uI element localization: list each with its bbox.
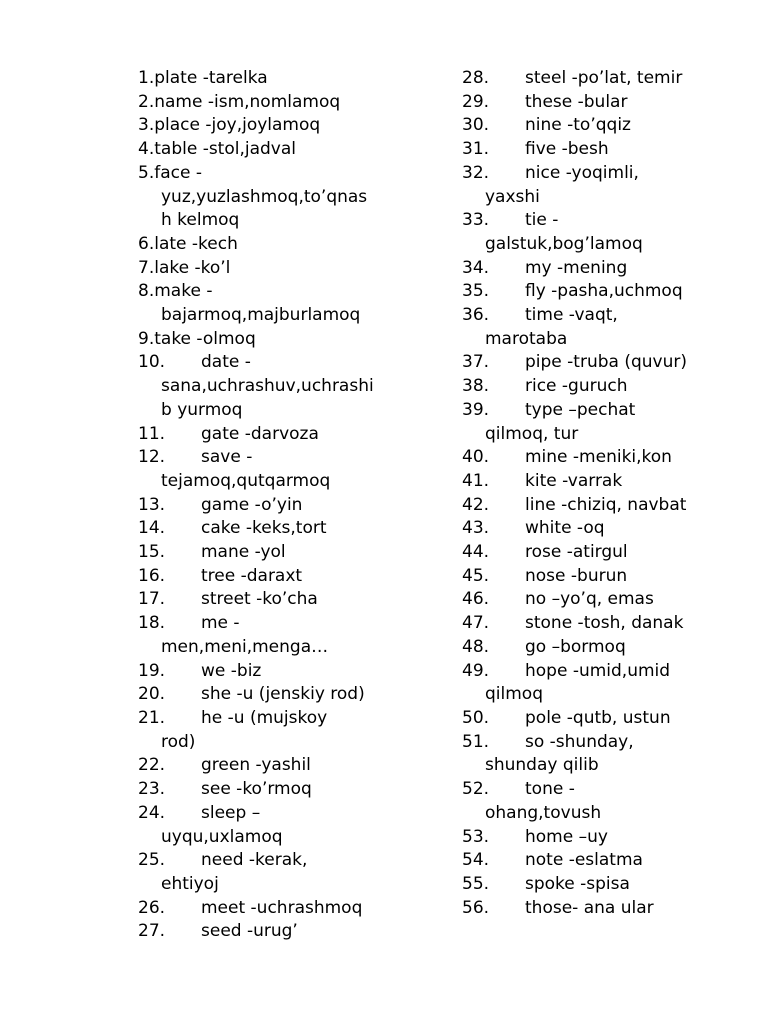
entry-text: he -u (mujskoy bbox=[201, 707, 328, 728]
entry-number: 1. bbox=[138, 68, 155, 88]
entry-text: line -chiziq, navbat bbox=[525, 494, 687, 515]
entry-number: 55. bbox=[462, 873, 490, 894]
entry-text: so -shunday, bbox=[525, 731, 634, 752]
entry-text: my -mening bbox=[525, 257, 628, 278]
entry-number: 44. bbox=[462, 542, 490, 563]
vocab-entry bbox=[138, 351, 448, 422]
entry-continuation: yuz,yuzlashmoq,to’qnas bbox=[161, 186, 368, 207]
vocab-entry bbox=[462, 138, 762, 162]
entry-text: lake -ko’l bbox=[154, 257, 231, 278]
entry-number: 26. bbox=[138, 897, 166, 918]
entry-text: late -kech bbox=[154, 233, 238, 254]
entry-text: mine -meniki,kon bbox=[525, 447, 672, 468]
entry-number: 42. bbox=[462, 494, 490, 515]
entry-continuation: qilmoq bbox=[485, 684, 543, 705]
vocab-entry bbox=[462, 67, 762, 91]
vocab-entry bbox=[462, 517, 762, 541]
entry-continuation: h kelmoq bbox=[161, 210, 240, 231]
entry-continuation: bajarmoq,majburlamoq bbox=[161, 305, 361, 326]
entry-number: 24. bbox=[138, 802, 166, 823]
entry-text: type –pechat bbox=[525, 399, 636, 420]
entry-text: nice -yoqimli, bbox=[525, 162, 639, 183]
entry-number: 36. bbox=[462, 305, 490, 326]
entry-number: 27. bbox=[138, 921, 166, 942]
entry-number: 38. bbox=[462, 376, 490, 397]
entry-text: rice -guruch bbox=[525, 376, 628, 397]
entry-number: 46. bbox=[462, 589, 490, 610]
vocab-entry bbox=[138, 257, 448, 281]
entry-number: 2. bbox=[138, 91, 155, 112]
entry-number: 31. bbox=[462, 139, 490, 160]
entry-number: 53. bbox=[462, 826, 490, 847]
vocab-entry bbox=[138, 162, 448, 233]
entry-text: sleep – bbox=[201, 802, 261, 823]
vocab-entry bbox=[462, 375, 762, 399]
vocab-entry bbox=[138, 849, 448, 896]
vocab-entry bbox=[462, 731, 762, 778]
entry-number: 50. bbox=[462, 707, 490, 728]
entry-continuation: b yurmoq bbox=[161, 399, 243, 420]
entry-number: 8. bbox=[138, 281, 155, 302]
entry-text: pole -qutb, ustun bbox=[525, 707, 671, 728]
entry-text: save - bbox=[201, 447, 253, 468]
entry-text: no –yo’q, emas bbox=[525, 589, 654, 610]
entry-text: meet -uchrashmoq bbox=[201, 897, 363, 918]
vocab-entry bbox=[462, 494, 762, 518]
vocab-entry bbox=[462, 91, 762, 115]
entry-text: home –uy bbox=[525, 826, 608, 847]
entry-continuation: men,meni,menga… bbox=[161, 636, 329, 657]
vocab-entry bbox=[462, 209, 762, 256]
entry-continuation: tejamoq,qutqarmoq bbox=[161, 470, 331, 491]
entry-number: 20. bbox=[138, 684, 166, 705]
entry-text: pipe -truba (quvur) bbox=[525, 352, 687, 373]
entry-number: 11. bbox=[138, 423, 166, 444]
vocab-entry bbox=[462, 707, 762, 731]
entry-number: 43. bbox=[462, 518, 490, 539]
entry-text: me - bbox=[201, 613, 240, 634]
entry-continuation: sana,uchrashuv,uchrashi bbox=[161, 376, 374, 397]
entry-text: street -ko’cha bbox=[201, 589, 318, 610]
vocab-entry bbox=[138, 778, 448, 802]
entry-text: place -joy,joylamoq bbox=[154, 115, 321, 136]
entry-number: 54. bbox=[462, 850, 490, 871]
entry-number: 3. bbox=[138, 115, 155, 136]
left-vocabulary-column bbox=[138, 67, 448, 944]
entry-text: note -eslatma bbox=[525, 850, 643, 871]
vocab-entry bbox=[138, 67, 448, 91]
entry-text: seed -urug’ bbox=[201, 921, 298, 942]
entry-text: steel -po’lat, temir bbox=[525, 68, 683, 88]
entry-number: 16. bbox=[138, 565, 166, 586]
vocab-entry bbox=[138, 138, 448, 162]
entry-number: 28. bbox=[462, 68, 490, 88]
entry-number: 12. bbox=[138, 447, 166, 468]
entry-text: spoke -spisa bbox=[525, 873, 630, 894]
entry-number: 35. bbox=[462, 281, 490, 302]
entry-number: 56. bbox=[462, 897, 490, 918]
vocab-entry bbox=[138, 920, 448, 944]
entry-continuation: shunday qilib bbox=[485, 755, 599, 776]
entry-text: tone - bbox=[525, 779, 575, 800]
entry-continuation: marotaba bbox=[485, 328, 568, 349]
entry-continuation: rod) bbox=[161, 731, 196, 752]
vocab-entry bbox=[138, 114, 448, 138]
entry-number: 5. bbox=[138, 162, 155, 183]
entry-text: need -kerak, bbox=[201, 850, 308, 871]
entry-text: take -olmoq bbox=[154, 328, 256, 349]
entry-text: make - bbox=[154, 281, 213, 302]
vocab-entry bbox=[138, 446, 448, 493]
entry-number: 17. bbox=[138, 589, 166, 610]
vocab-entry bbox=[462, 826, 762, 850]
entry-text: green -yashil bbox=[201, 755, 311, 776]
entry-number: 45. bbox=[462, 565, 490, 586]
entry-number: 40. bbox=[462, 447, 490, 468]
entry-number: 10. bbox=[138, 352, 166, 373]
entry-text: go –bormoq bbox=[525, 636, 626, 657]
entry-text: nose -burun bbox=[525, 565, 628, 586]
entry-number: 39. bbox=[462, 399, 490, 420]
entry-text: cake -keks,tort bbox=[201, 518, 327, 539]
entry-number: 37. bbox=[462, 352, 490, 373]
entry-number: 48. bbox=[462, 636, 490, 657]
right-vocabulary-column bbox=[462, 67, 762, 920]
entry-text: gate -darvoza bbox=[201, 423, 319, 444]
entry-number: 29. bbox=[462, 91, 490, 112]
entry-continuation: uyqu,uxlamoq bbox=[161, 826, 283, 847]
vocab-entry bbox=[462, 873, 762, 897]
vocab-entry bbox=[138, 802, 448, 849]
entry-number: 6. bbox=[138, 233, 155, 254]
entry-number: 9. bbox=[138, 328, 155, 349]
entry-number: 14. bbox=[138, 518, 166, 539]
entry-text: those- ana ular bbox=[525, 897, 654, 918]
entry-text: stone -tosh, danak bbox=[525, 613, 684, 634]
entry-text: five -besh bbox=[525, 139, 609, 160]
vocab-entry bbox=[462, 304, 762, 351]
vocab-entry bbox=[138, 588, 448, 612]
vocab-entry bbox=[462, 565, 762, 589]
entry-text: hope -umid,umid bbox=[525, 660, 671, 681]
vocab-entry bbox=[138, 565, 448, 589]
vocab-entry bbox=[138, 280, 448, 327]
entry-text: tree -daraxt bbox=[201, 565, 303, 586]
entry-number: 18. bbox=[138, 613, 166, 634]
vocab-entry bbox=[462, 162, 762, 209]
entry-text: we -biz bbox=[201, 660, 262, 681]
entry-number: 4. bbox=[138, 139, 155, 160]
entry-number: 23. bbox=[138, 779, 166, 800]
vocab-entry bbox=[138, 233, 448, 257]
entry-continuation: yaxshi bbox=[485, 186, 540, 207]
entry-number: 49. bbox=[462, 660, 490, 681]
entry-number: 22. bbox=[138, 755, 166, 776]
vocab-entry bbox=[138, 754, 448, 778]
vocab-entry bbox=[462, 470, 762, 494]
entry-number: 52. bbox=[462, 779, 490, 800]
vocab-entry bbox=[462, 588, 762, 612]
vocab-entry bbox=[462, 541, 762, 565]
vocab-entry bbox=[462, 849, 762, 873]
entry-text: nine -to’qqiz bbox=[525, 115, 631, 136]
vocab-entry bbox=[138, 897, 448, 921]
vocab-entry bbox=[462, 897, 762, 921]
entry-text: tie - bbox=[525, 210, 559, 231]
entry-continuation: ehtiyoj bbox=[161, 873, 219, 894]
entry-text: white -oq bbox=[525, 518, 605, 539]
entry-continuation: ohang,tovush bbox=[485, 802, 602, 823]
entry-number: 34. bbox=[462, 257, 490, 278]
entry-text: she -u (jenskiy rod) bbox=[201, 684, 365, 705]
entry-number: 13. bbox=[138, 494, 166, 515]
vocab-entry bbox=[138, 423, 448, 447]
vocab-entry bbox=[462, 612, 762, 636]
vocab-entry bbox=[138, 91, 448, 115]
entry-text: table -stol,jadval bbox=[154, 139, 297, 160]
entry-text: fly -pasha,uchmoq bbox=[525, 281, 683, 302]
entry-text: date - bbox=[201, 352, 251, 373]
vocab-entry bbox=[462, 280, 762, 304]
vocab-entry bbox=[138, 328, 448, 352]
vocab-entry bbox=[462, 778, 762, 825]
vocab-entry bbox=[462, 399, 762, 446]
entry-number: 33. bbox=[462, 210, 490, 231]
vocab-entry bbox=[138, 612, 448, 659]
entry-number: 41. bbox=[462, 470, 490, 491]
vocab-entry bbox=[462, 257, 762, 281]
vocab-entry bbox=[138, 707, 448, 754]
entry-continuation: galstuk,bog’lamoq bbox=[485, 233, 643, 254]
vocab-entry bbox=[138, 683, 448, 707]
vocab-entry bbox=[138, 517, 448, 541]
entry-number: 15. bbox=[138, 542, 166, 563]
entry-number: 25. bbox=[138, 850, 166, 871]
vocab-entry bbox=[138, 541, 448, 565]
vocab-entry bbox=[462, 636, 762, 660]
vocab-entry bbox=[138, 494, 448, 518]
entry-number: 30. bbox=[462, 115, 490, 136]
entry-number: 7. bbox=[138, 257, 155, 278]
entry-number: 51. bbox=[462, 731, 490, 752]
entry-number: 19. bbox=[138, 660, 166, 681]
entry-text: plate -tarelka bbox=[154, 68, 268, 88]
entry-number: 32. bbox=[462, 162, 490, 183]
entry-text: mane -yol bbox=[201, 542, 286, 563]
entry-number: 21. bbox=[138, 707, 166, 728]
entry-text: these -bular bbox=[525, 91, 628, 112]
entry-text: kite -varrak bbox=[525, 470, 623, 491]
vocab-entry bbox=[138, 660, 448, 684]
vocab-entry bbox=[462, 351, 762, 375]
vocab-entry bbox=[462, 446, 762, 470]
entry-number: 47. bbox=[462, 613, 490, 634]
vocab-entry bbox=[462, 114, 762, 138]
entry-text: see -ko’rmoq bbox=[201, 779, 312, 800]
entry-text: face - bbox=[154, 162, 202, 183]
entry-text: game -o’yin bbox=[201, 494, 303, 515]
vocab-entry bbox=[462, 660, 762, 707]
entry-text: rose -atirgul bbox=[525, 542, 628, 563]
entry-text: name -ism,nomlamoq bbox=[154, 91, 341, 112]
entry-text: time -vaqt, bbox=[525, 305, 618, 326]
entry-continuation: qilmoq, tur bbox=[485, 423, 579, 444]
